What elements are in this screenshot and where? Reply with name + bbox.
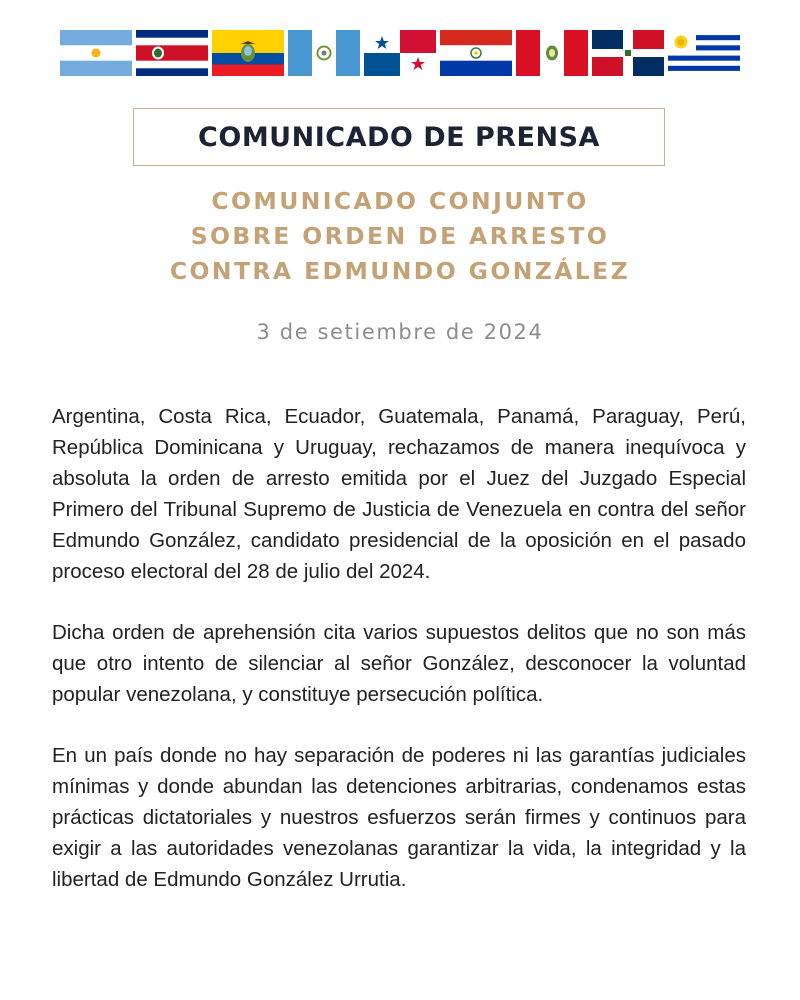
statement-date: 3 de setiembre de 2024 <box>256 320 544 344</box>
statement-body <box>52 401 746 925</box>
peru-flag-icon <box>516 30 588 76</box>
subtitle-line: CONTRA EDMUNDO GONZÁLEZ <box>169 257 631 285</box>
subtitle-line: COMUNICADO CONJUNTO <box>211 187 589 215</box>
ecuador-flag-icon <box>212 30 284 76</box>
paraguay-flag-icon <box>440 30 512 76</box>
joint-statement-subtitle <box>0 184 800 289</box>
dominican-republic-flag-icon <box>592 30 664 76</box>
argentina-flag-icon <box>60 30 132 76</box>
body-paragraph: Dicha orden de aprehensión cita varios supuestos delitos que no son más que otro intento de silenciar al señor González, desconocer la voluntad popular venezolana, y constituye persecución política. <box>52 621 746 706</box>
press-release-title-box <box>133 108 665 166</box>
guatemala-flag-icon <box>288 30 360 76</box>
panama-flag-icon <box>364 30 436 76</box>
body-paragraph: Argentina, Costa Rica, Ecuador, Guatemala, Panamá, Paraguay, Perú, República Dominicana y Uruguay, rechazamos de manera inequívoca y absoluta la orden de arresto emitida por el Juez del Juzgado Especial Primero del Tribunal Supremo de Justicia de Venezuela en contra del señor Edmundo González, candidato presidencial de la oposición en el pasado proceso electoral del 28 de julio del 2024. <box>52 405 746 583</box>
subtitle-line: SOBRE ORDEN DE ARRESTO <box>190 222 610 250</box>
costa-rica-flag-icon <box>136 30 208 76</box>
body-paragraph: En un país donde no hay separación de poderes ni las garantías judiciales mínimas y donde abundan las detenciones arbitrarias, condenamos estas prácticas dictatoriales y nuestros esfuerzos serán firmes y continuos para exigir a las autoridades venezolanas garantizar la vida, la integridad y la libertad de Edmundo González Urrutia. <box>52 744 746 891</box>
flags-strip <box>60 27 740 79</box>
uruguay-flag-icon <box>668 30 740 76</box>
press-release-title: COMUNICADO DE PRENSA <box>198 121 600 153</box>
